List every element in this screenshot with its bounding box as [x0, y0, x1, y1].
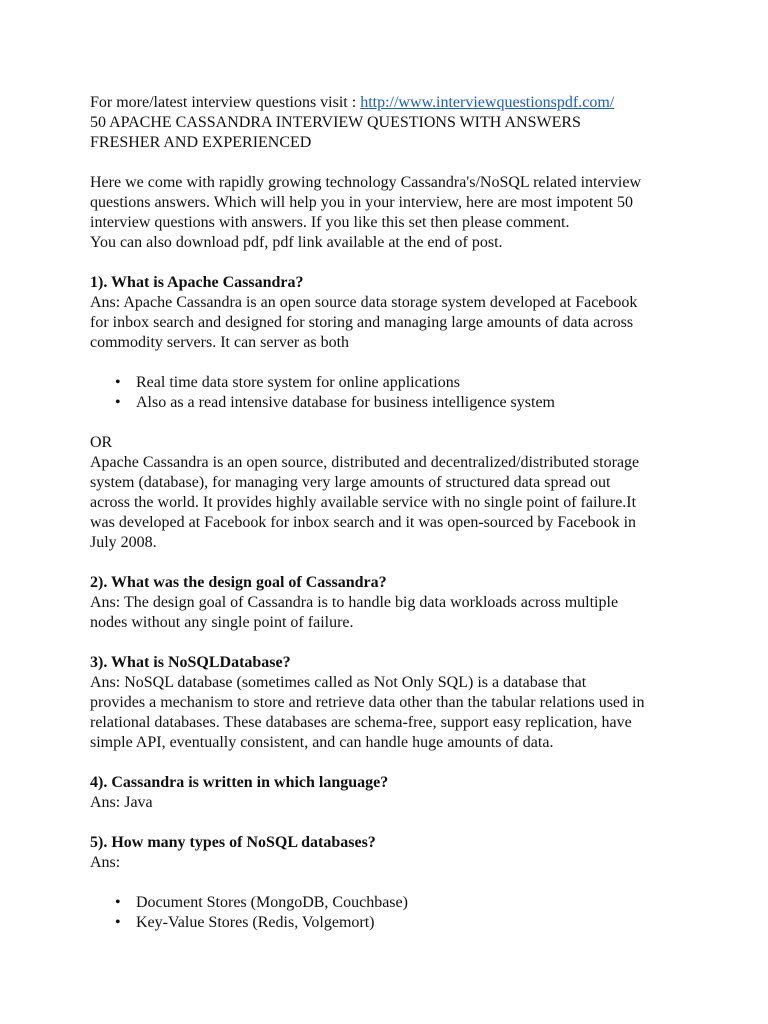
- list-item: • Real time data store system for online applications: [136, 373, 708, 393]
- answer-1-alt-line-3: across the world. It provides highly available service with no single point of failure.It: [90, 494, 637, 511]
- answer-4-line-1: Ans: Java: [90, 794, 153, 811]
- answer-1-line-2: for inbox search and designed for storing and managing large amounts of data across: [90, 314, 634, 331]
- answer-3-line-4: simple API, eventually consistent, and can handle huge amounts of data.: [90, 734, 554, 751]
- answer-2-line-1: Ans: The design goal of Cassandra is to handle big data workloads across multiple: [90, 594, 619, 611]
- question-4: 4). Cassandra is written in which language?: [90, 774, 389, 791]
- list-item: • Document Stores (MongoDB, Couchbase): [136, 893, 708, 913]
- answer-3-line-1: Ans: NoSQL database (sometimes called as Not Only SQL) is a database that: [90, 674, 587, 691]
- answer-5-bullet-list: [90, 893, 708, 933]
- visit-line: [90, 93, 708, 113]
- list-item: • Also as a read intensive database for business intelligence system: [136, 393, 708, 413]
- answer-5-line-1: Ans:: [90, 854, 121, 871]
- answer-1-line-3: commodity servers. It can server as both: [90, 334, 350, 351]
- visit-prefix: For more/latest interview questions visit :: [90, 94, 361, 111]
- or-label: OR: [90, 434, 113, 451]
- intro-line-1: Here we come with rapidly growing technology Cassandra's/NoSQL related interview: [90, 174, 642, 191]
- intro-line-3: interview questions with answers. If you like this set then please comment.: [90, 214, 570, 231]
- answer-1-bullet-list: [90, 373, 708, 413]
- question-5: 5). How many types of NoSQL databases?: [90, 834, 376, 851]
- question-2: 2). What was the design goal of Cassandra?: [90, 574, 387, 591]
- answer-3-line-2: provides a mechanism to store and retrieve data other than the tabular relations used in: [90, 694, 645, 711]
- answer-2-line-2: nodes without any single point of failure.: [90, 614, 354, 631]
- answer-1-alt-line-4: was developed at Facebook for inbox search and it was open-sourced by Facebook in: [90, 514, 637, 531]
- answer-3-line-3: relational databases. These databases are schema-free, support easy replication, have: [90, 714, 632, 731]
- intro-line-4: You can also download pdf, pdf link available at the end of post.: [90, 234, 503, 251]
- list-item: • Key-Value Stores (Redis, Volgemort): [136, 913, 708, 933]
- intro-line-2: questions answers. Which will help you in your interview, here are most impotent 50: [90, 194, 633, 211]
- doc-title-line-2: FRESHER AND EXPERIENCED: [90, 134, 312, 151]
- answer-1-alt-line-5: July 2008.: [90, 534, 157, 551]
- doc-title-line-1: 50 APACHE CASSANDRA INTERVIEW QUESTIONS WITH ANSWERS: [90, 114, 581, 131]
- answer-1-alt-line-1: Apache Cassandra is an open source, distributed and decentralized/distributed storage: [90, 454, 640, 471]
- question-1: 1). What is Apache Cassandra?: [90, 274, 304, 291]
- site-link[interactable]: http://www.interviewquestionspdf.com/: [360, 94, 615, 111]
- question-3: 3). What is NoSQLDatabase?: [90, 654, 291, 671]
- answer-1-alt-line-2: system (database), for managing very large amounts of structured data spread out: [90, 474, 611, 491]
- answer-1-line-1: Ans: Apache Cassandra is an open source data storage system developed at Facebook: [90, 294, 638, 311]
